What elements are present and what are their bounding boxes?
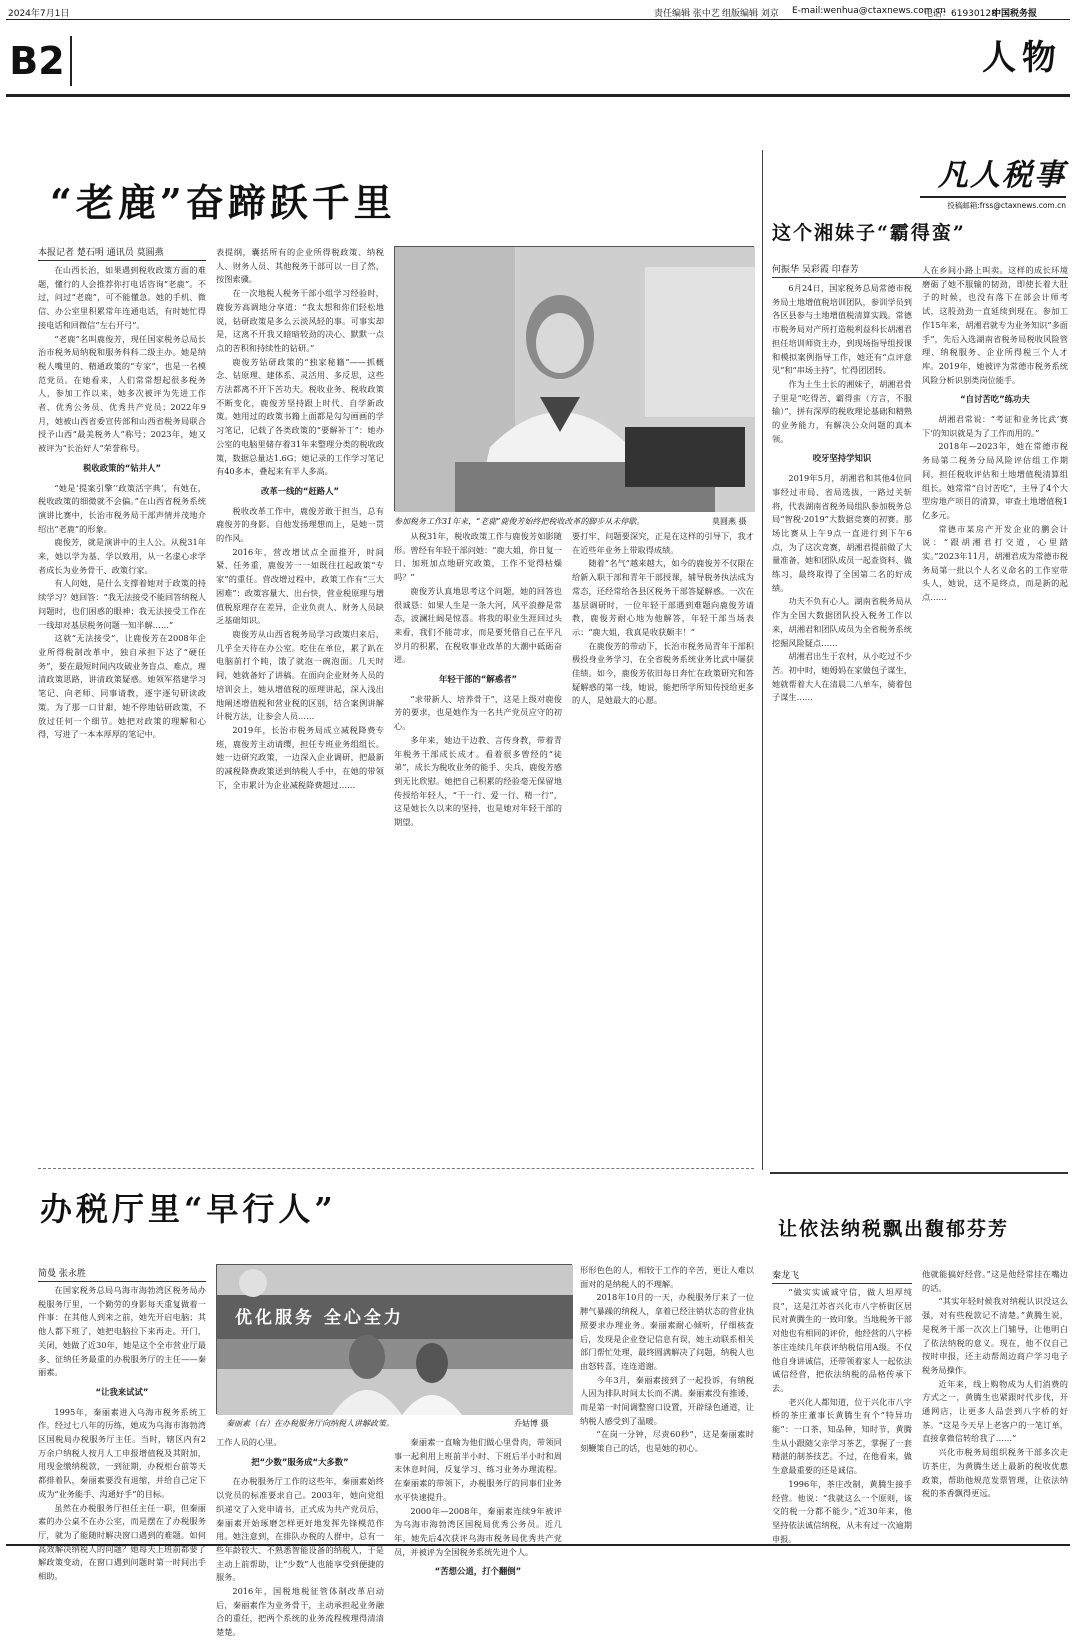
article3-paragraph: “在岗一分钟，尽责60秒”，这是秦丽素时刻鞭策自己的话，也是她的初心。 — [580, 1429, 754, 1454]
article1-paragraph: 税收改革工作中，鹿俊芳敢于担当，总有鹿俊芳的身影。自他发扬理想而上，是她一贯的作风。 — [216, 505, 384, 544]
column-logo-title: 凡人税事 — [938, 158, 1066, 193]
article1-paragraph: 从税31年，税收政策工作与鹿俊芳如影随形。曾经有年轻干部问她：“鹿大姐，你日复一日、加班加点地研究政策，工作不觉得枯燥吗？” — [394, 531, 562, 583]
article3-paragraph: 工作人员的心里。 — [216, 1437, 282, 1447]
article3-paragraph: 2016年，国税地税征管体制改革启动后，秦丽素作为业务骨干，主动承担起业务融合的重任，把两个系统的业务流程梳理得清清楚楚。 — [216, 1586, 384, 1638]
article4-paragraph: 兴化市税务局组织税务干部多次走访茶庄，为黄腾生送上最新的税收优惠政策，帮助他规范发票管理，让依法纳税的茶香飘得更远。 — [922, 1447, 1068, 1499]
article3-banner-text: 优化服务 全心全力 — [235, 1308, 404, 1328]
article4-paragraph: 1996年，茶庄改制，黄腾生接手经营。他说：“我就这么一个原则，该交的税一分都不能少。”近30年来，他坚持依法诚信纳税，从未有过一次逾期申报。 — [772, 1478, 912, 1544]
article2-subhead: “自讨苦吃”练功夫 — [960, 394, 1030, 405]
article4-paragraph: “做实实诚诚守信，做人坦厚纯良”，这是江苏省兴化市八字桥街区居民对黄腾生的一致印象。当地税务干部对他也有相同的评价，他经营的八字桥茶庄连续几年获评纳税信用A级。不仅他自身讲诚信，还带领着家人一起依法诚信经营，把依法纳税的品格传承下去。 — [772, 1287, 912, 1393]
header-date: 2024年7月1日 — [8, 9, 70, 19]
article2-paragraph: 作为土生土长的湘妹子，胡湘君骨子里是“吃得苦、霸得蛮（方言，不服输）”，拼有深厚的税收理论基础和精熟的业务能力，有解决公众问题的真本领。 — [772, 378, 912, 444]
article1-paragraph: 这就“无法接受”，让鹿俊芳在2008年企业所得税制改革中，独自承担下达了“硬任务”，要在最短时间内攻破业务盲点、难点，理清政策思路，讲清政策疑惑。她领军搭建学习笔记、向老师、同事请教，逐字逐句研读政策。为了那一口甘甜，她不停地钻研政策，不放过任何一个细节。她把对政策的理解和心得，写进了一本本厚厚的笔记中。 — [38, 633, 206, 740]
article2-paragraph: 常德市某房产开发企业的鹏会计说：“跟胡湘君打交道，心里踏实。”2023年11月，胡湘君成为常德市税务局第一批以个人名义命名的工作室带头人，她说，这不是终点，而是新的起点…… — [922, 523, 1068, 603]
article1-paragraph: 鹿俊芳钻研政策的“独家秘籍”——抓概念、钻原理、建体系、灵活用、多反思，这些方法都离不开下苦功夫。税收业务、税收政策不断变化，鹿俊芳坚持跟上时代、自学新政策。她用过的政策书籍上面都是勾勾画画的学习笔记，记载了各类政策的“要解补丁”：她办公室的电脑里储存着31年来整理分类的税收政策，数据总量达1.6G；她记录的工作学习笔记有40多本，叠起来有半人多高。 — [216, 356, 384, 477]
article1-caption: 参加税务工作31年来，“老鹿”鹿俊芳始终把税收改革的脚步从未停歇。 — [394, 517, 645, 526]
article1-paragraph: 多年来，她边干边教、言传身教，带着青年税务干部成长成才。看着很多曾经的“徒弟”，成长为税收业务的能手、尖兵，鹿俊芳感到无比欣慰。她把自己积累的经验毫无保留地传授给年轻人，“干一行、爱一行、精一行”，这是她长久以来的坚持，也是她对年轻干部的期望。 — [394, 734, 562, 828]
section-rule — [6, 94, 1070, 97]
article3-paragraph: 2000年—2008年，秦丽素连续9年被评为乌海市海勃湾区国税局优秀公务员。近几年，她先后4次获评乌海市税务局优秀共产党员，并被评为全国税务系统先进个人。 — [394, 1505, 562, 1557]
article3-subhead: 把“少数”服务成“大多数” — [251, 1456, 349, 1467]
header-email: E-mail:wenhua@ctaxnews.com.cn — [792, 6, 946, 16]
article1-paragraph: “求带新人、培养骨干”，这是上级对鹿俊芳的要求，也是她作为一名共产党员应守的初心。 — [394, 693, 562, 732]
channel-title: 人物 — [982, 38, 1062, 78]
article3-paragraph: 在国家税务总局乌海市海勃湾区税务局办税服务厅里，一个勤劳的身影每天重复做着一件事：在其他人到来之前，她先开启电脑；其他人都下班了，她把电脑拉下来再走。开门，关闭，她做了近30年，她是这个全市营业厅最多、征纳任务最重的办税服务厅的主任——秦丽素。 — [38, 1285, 206, 1378]
article4-paragraph: 老兴化人都知道，位于兴化市八字桥的茶庄董事长黄腾生有个“特异功能”：一口茶，知品种，知时节，黄腾生从小跟随父亲学习茶艺，掌握了一套精湛的制茶技艺。不过，在他看来，做生意最重要的还是诚信。 — [772, 1396, 912, 1476]
article1-paragraph: “她是‘提案引擎’‘政策活字典’，有她在，税收政策的细微就不会偏。”在山西省税务系统演讲比赛中，长治市税务局干部声情并茂地介绍出“老鹿”的形象。 — [38, 482, 206, 534]
article1-photo — [394, 246, 754, 511]
article3-byline: 简曼 张永胜 — [38, 1266, 206, 1282]
article1-subhead: 改革一线的“赶路人” — [260, 485, 339, 496]
article2-paragraph: 人在乡间小路上叫卖。这样的成长环境磨砺了她不服输的韧劲，即使长着大肚子的时候，也没有落下在部会计师考试，这股劲劲一直延续到现在。参加工作15年来，胡湘君就专为业务知识“多面手”，先后入选湖南省税务局税收风险管理、纳税服务、企业所得税三个人才库。2019年，她被评为常德市税务系统风险分析识别类岗位能手。 — [922, 265, 1068, 385]
article3-photo — [216, 1264, 572, 1414]
article1-paragraph: 2019年，长治市税务局成立减税降费专班，鹿俊芳主动请缨，担任专班业务组组长。她一边研究政策，一边深入企业调研，把最新的减税降费政策送到纳税人手中，在她的带领下，全市累计为企业减税降费超过…… — [216, 724, 384, 790]
article2-byline: 何振华 吴彩霞 印春芳 — [772, 262, 1068, 278]
portrait-illustration — [395, 247, 755, 512]
article4-column-2 — [922, 1268, 1068, 1538]
article3-paragraph: 形形色色的人，相较于工作的辛苦，更让人难以面对的是纳税人的不理解。 — [580, 1265, 754, 1289]
article3-column-1 — [38, 1284, 206, 1582]
column-divider — [762, 150, 763, 1170]
article1-column-1 — [38, 264, 206, 1156]
article3-photo-credit: 乔姑博 摄 — [514, 1419, 549, 1428]
article3-paragraph: 2018年10月的一天，办税服务厅来了一位脾气暴躁的纳税人，拿着已经注销状态的营业执照要求办理业务。秦丽素耐心倾听，仔细核查后，发现是企业登记信息有误，她主动联系相关部门帮忙处理，最终圆满解决了问题，纳税人也由怒转喜，连连道谢。 — [580, 1292, 754, 1371]
article1-paragraph: 在山西长治，如果遇到税收政策方面的难题，懂行的人会推荐你打电话咨询“老鹿”。不过，问过“老鹿”，可不能懂急。她的手机、微信、办公室里积累常年连通电话，有时她忙得接电话和回微信“左右开弓”。 — [38, 265, 206, 330]
right-column-separator — [770, 1172, 1068, 1174]
article3-title: 办税厅里“早行人” — [40, 1190, 337, 1228]
header-paper: 中国税务报 — [992, 9, 1038, 19]
article2-paragraph: 胡湘君出生于农村，从小吃过不少苦。初中时，她姆妈在家做包子谋生，她就帮着大人在清晨二八单车，骑着包子谋生…… — [772, 651, 912, 703]
article2-paragraph: 2018年—2023年，她在常德市税务局第二税务分局风险评估组工作期间，担任税收评估和土地增值税清算组组长。她常常“自讨苦吃”，主导了4个大型房地产项目的清算，审查土地增值税1亿多元。 — [922, 441, 1068, 520]
article3-paragraph: 在办税服务厅工作的这些年，秦丽素始终以党员的标准要求自己。2003年，她向党组织递交了入党申请书，正式成为共产党员后，秦丽素开始琢磨怎样更好地发挥先锋模范作用。她注意到，在排队办税的人群中，总有一些年龄较大、不熟悉智能设备的纳税人，于是主动上前帮助，让“少数”人也能享受到便捷的服务。 — [216, 1476, 384, 1583]
header-phone: 电话：61930128 — [924, 9, 997, 19]
article1-paragraph: 要打牢、问题要深究，正是在这样的引导下，我才在近些年业务上带取得成绩。 — [572, 531, 754, 555]
article4-column-1 — [772, 1286, 912, 1544]
article3-subhead: “让我来试试” — [95, 1386, 149, 1397]
article3-column-3 — [394, 1436, 562, 1577]
article1-column-3 — [394, 530, 562, 1156]
article2-paragraph: 2019年5月，胡湘君和其他4位同事经过市局、省局选拔，一路过关斩将，代表湖南省税务局组队参加税务总局“智税·2019”大数据竞赛的初赛。那场比赛从上午9点一直进行到下午6点，为了这次竞赛，胡湘君提前做了大量准备，她和团队成员一起查资料、做练习，最终取得了全国第二名的好成绩。 — [772, 473, 912, 593]
article3-paragraph: 虽然在办税服务厅担任主任一职，但秦丽素的办公桌不在办公室，而是摆在了办税服务厅，就为了能随时解决窗口遇到的难题。如何高效解决纳税人的问题？她每天上班前都要了解政策变动，在窗口遇到问题时第一时间出手相助。 — [38, 1502, 206, 1582]
page-number: B2 — [9, 39, 65, 83]
service-hall-illustration — [217, 1265, 573, 1415]
article1-paragraph: 表提纲，囊括所有的企业所得税政策、纳税人、财务人员、其他税务干部可以一目了然，按图索骥。 — [216, 247, 384, 285]
article3-column-4 — [580, 1264, 754, 1538]
article1-column-2 — [216, 246, 384, 1156]
article1-paragraph: 在一次地税人税务干部小组学习经验时，鹿俊芳高调地分享道：“我太想和你们轻松地说，钻研政策是多么云淡风轻的事。可事实却是，这离不开我又暗暗较劲的决心、默默一点点的苦积和持续性的钻研。” — [216, 288, 384, 353]
header-designer: 组版编辑 刘京 — [722, 9, 779, 19]
article2-title: 这个湘妹子“霸得蛮” — [772, 222, 966, 244]
article4-byline: 秦龙飞 — [772, 1268, 912, 1284]
page-header — [6, 4, 1070, 20]
page-bottom-rule — [6, 1544, 1070, 1546]
article1-paragraph: 在鹿俊芳的带动下，长治市税务局青年干部积极投身业务学习，在全省税务系统业务比武中屡获佳绩。如今，鹿俊芳依旧每日奔忙在政策研究和答疑解惑的第一线，她说，能把所学所知传授给更多的人，是她最大的心愿。 — [572, 640, 754, 706]
article2-paragraph: 功夫不负有心人。湖南省税务局从作为全国大数据团队投入税务工作以来，胡湘君和团队成员为全省税务系统挖掘风险疑点…… — [772, 596, 912, 648]
section-bar — [6, 30, 1070, 92]
article1-title: “老鹿”奋蹄跃千里 — [50, 180, 396, 225]
article2-paragraph: 胡湘君常说：“考证和业务比武‘赛下’的知识就是为了工作而用的。” — [922, 414, 1068, 438]
article3-subhead: “苦想公道，打个翻倒” — [434, 1566, 522, 1577]
article2-subhead: 咬牙坚持学知识 — [812, 453, 872, 464]
article1-paragraph: “老鹿”名叫鹿俊芳，现任国家税务总局长治市税务局纳税和服务科科二级主办。她是纳税人嘴里的、精通政策的“专家”，也是一名模范党员。在她看来，人们常常想起很多税务人，参加工作以来，她多次被评为先进工作者、优秀公务员、优秀共产党员；2022年9月，她被山西省委宣传部和山西省税务局联合授予山西“最美税务人”称号；2023年，她又被评为“长治好人”荣誉称号。 — [38, 333, 206, 454]
article3-caption: 秦丽素（右）在办税服务厅向纳税人讲解政策。 — [226, 1419, 394, 1428]
article1-photo-credit: 莫圆燕 摄 — [712, 517, 747, 526]
article1-subhead: 税收政策的“钻井人” — [82, 462, 161, 473]
article2-column-2 — [922, 264, 1068, 1162]
article4-title: 让依法纳税飘出馥郁芬芳 — [778, 1218, 1010, 1240]
article1-paragraph: 有人问她，是什么支撑着她对于政策的持续学习？她回答：“我无法接受不能回答纳税人问题时，也们困惑的眼神；我无法接受工作在一线却对基层税务问题一知半解……” — [38, 578, 206, 630]
article3-paragraph: 秦丽素一直喻为他们做心里骨肉，带领同事一起利用上班前半小时、下班后半小时和周末休息时间，反复学习、练习业务办理流程。在秦丽素的带领下，办税服务厅的同事们业务水平快速提升。 — [394, 1437, 562, 1502]
article3-column-2 — [216, 1436, 384, 1638]
article1-byline: 本报记者 楚石明 通讯员 莫圆燕 — [38, 245, 206, 261]
article1-paragraph: 鹿俊芳，就是演讲中的主人公。从税31年来，她以学为基、学以致用，从一名虚心求学者成长为业务骨干、政策行家。 — [38, 537, 206, 575]
article1-paragraph: 鹿俊芳从山西省税务局学习政策归来后，几乎全天待在办公室。吃住在单位，累了趴在电脑前打个盹，饿了就泡一碗泡面。几天时间，她就备好了讲稿。在面向企业财务人员的培训会上，她从增值税的原理讲起，深入浅出地阐述增值税和营业税的区别，结合案例讲解计税方法，让参会人员…… — [216, 628, 384, 722]
article1-paragraph: 随着“名气”越来越大，如今的鹿俊芳不仅限在给新入职干部和青年干部授课，辅导税务执法成为常态，还经常给各县区税务干部答疑解惑。一次在基层调研时，一位年轻干部遇到难题向鹿俊芳请教，鹿俊芳耐心地为他解答，年轻干部当场表示：“鹿大姐，我真是收获颇丰！” — [572, 558, 754, 637]
article4-paragraph: “其实年轻时候我对纳税认识没这么强，对有些税款记不清楚。”黄腾生说，是税务干部一次次上门辅导，让他明白了依法纳税的意义。现在，他不仅自己按时申报，还主动帮周边商户学习电子税务局操作。 — [922, 1296, 1068, 1375]
article1-subhead: 年轻干部的“解惑者” — [438, 674, 517, 685]
header-editor: 责任编辑 张中艺 — [654, 9, 720, 19]
page-number-divider — [70, 36, 72, 86]
column-logo — [866, 150, 1066, 196]
article2-column-1 — [772, 282, 912, 1162]
article2-paragraph: 6月24日，国家税务总局常德市税务局土地增值税培训团队，参训学员到各区县参与土地增值税清算实践。常德市税务局对产所打造税利益科长胡湘君担任培训师资主办，到现场指导组授课和模拟案例指导工作，她还有“点评意见”和“串场主持”，忙得团团转。 — [772, 283, 912, 376]
article3-paragraph: 1995年，秦丽素进入乌海市税务系统工作。经过七八年的历练，她成为乌海市海勃湾区国税局办税服务厅主任。当时，辖区内有2万余户纳税人按月人工申报增值税及其附加，用现金缴纳税款，一到征期，办税柜台前等天都排着队，秦丽素要没有退缩，并给自己定下成为“业务能手、沟通好手”的目标。 — [38, 1406, 206, 1499]
article1-column-4 — [572, 530, 754, 1156]
article4-paragraph: 他就能搞好经营。”这是他经常挂在嘴边的话。 — [922, 1269, 1068, 1293]
article3-paragraph: 今年3月，秦丽素接到了一起投诉，有纳税人因为排队时间太长而不满。秦丽素没有推诿，而是第一时间调整窗口设置，开辟绿色通道，让纳税人感受到了温暖。 — [580, 1374, 754, 1426]
article1-paragraph: 鹿俊芳认真地思考这个问题，她的回答也很诚恳：如果人生是一条大河，风平浪静是常态，波澜壮阔是惊喜。将我的职业生涯回过头来看，我们不能苛求，而是要凭借自己在平凡岁月的积累，在税收事业改革的大潮中砥砺奋进。 — [394, 585, 562, 665]
article1-paragraph: 2016年，营改增试点全面推开，时间紧、任务重，鹿俊芳一一如既往扛起政策“专家”的重任。营改增过程中，政策工作有“三大困难”：政策容量大、出台快，营业税原理与增值税原理存在差异，企业负责人、财务人员缺乏基础知识。 — [216, 546, 384, 626]
column-email: 投稿邮箱:frss@ctaxnews.com.cn — [920, 196, 1066, 211]
article-separator — [38, 1168, 754, 1169]
article4-paragraph: 近年来，线上购物成为人们消费的方式之一，黄腾生也紧跟时代步伐，开通网店，让更多人品尝到八字桥的好茶。“这是今天早上老客户的一笔订单，直接拿微信转给我了……” — [922, 1378, 1068, 1444]
